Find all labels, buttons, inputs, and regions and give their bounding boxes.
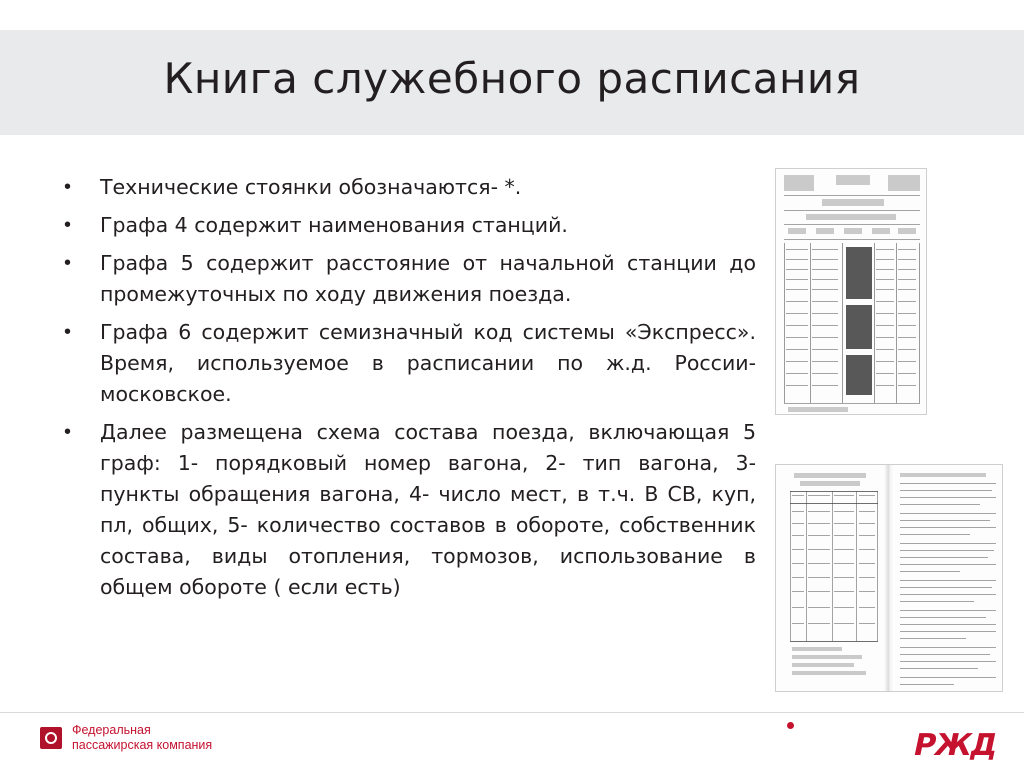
footer-divider [0,712,1024,713]
page-title: Книга служебного расписания [163,54,861,103]
company-name-line2: пассажирская компания [72,738,213,752]
list-item-text: Графа 6 содержит семизначный код системы «Экспресс». Время, используемое в расписании по ж.д. России- московское. [100,320,756,406]
list-item-text: Технические стоянки обозначаются- *. [100,175,522,199]
list-item-text: Далее размещена схема состава поезда, включающая 5 граф: 1- порядковый номер вагона, 2- тип вагона, 3- пункты обращения вагона, 4- число мест, в т.ч. В СВ, куп, пл, общих, 5- количество составов в обороте, собственник состава, виды отопления, тормозов, использование в общем обороте ( если есть) [100,420,756,599]
train-composition-scheme-scan [775,464,1003,692]
list-item [56,248,756,310]
list-item-text: Графа 5 содержит расстояние от начальной станции до промежуточных по ходу движения поезда. [100,251,756,306]
bullet-list [56,172,756,610]
scan-surface [776,465,1002,691]
company-name [72,723,212,753]
scan-surface [776,169,926,414]
bullet-marker-icon: • [64,176,72,198]
list-item-text: Графа 4 содержит наименования станций. [100,213,568,237]
decorative-dot [787,722,794,729]
list-item [56,172,756,203]
bullet-marker-icon: • [64,214,72,236]
schedule-book-page-scan [775,168,927,415]
bullet-marker-icon: • [64,252,72,274]
list-item [56,317,756,410]
bullet-marker-icon: • [64,321,72,343]
rzd-logo: РЖД [909,728,1000,763]
company-logo [40,723,212,753]
fpc-mark-icon [40,727,62,749]
list-item [56,417,756,603]
company-name-line1: Федеральная [72,723,151,737]
list-item [56,210,756,241]
page-fold [884,465,894,691]
bullet-marker-icon: • [64,421,72,443]
